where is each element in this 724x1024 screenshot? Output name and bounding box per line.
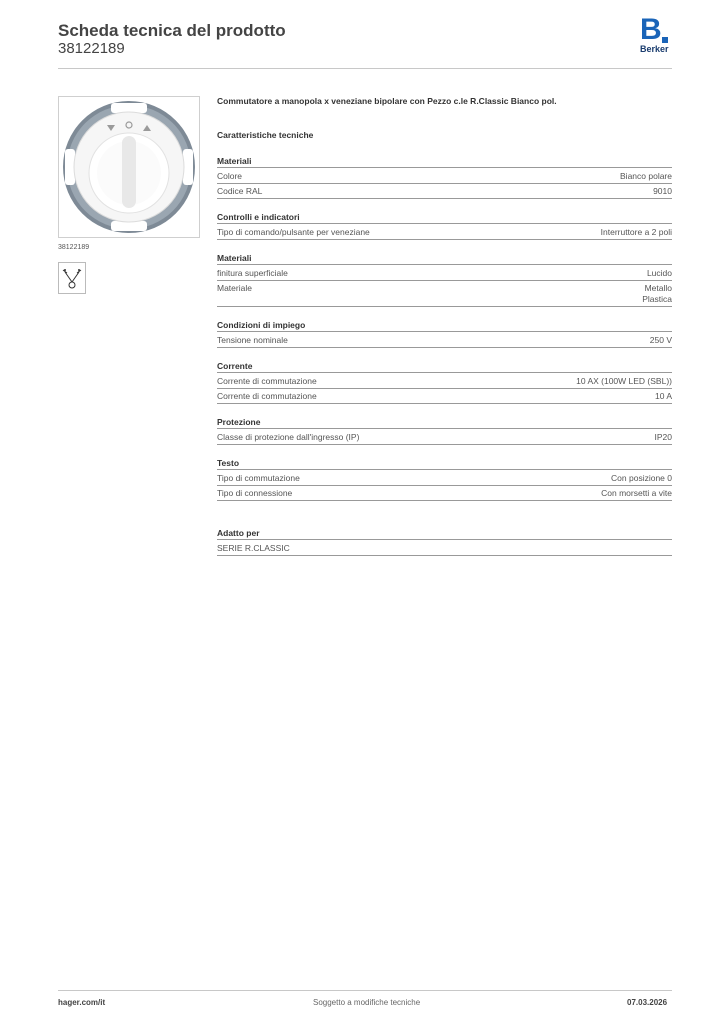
- spec-section: [217, 155, 672, 211]
- spec-label: Tensione nominale: [217, 335, 288, 345]
- section-title: Controlli e indicatori: [217, 211, 672, 224]
- spec-row: [217, 541, 672, 556]
- spec-value-line: Metallo: [644, 283, 672, 293]
- spec-value-line: 10 AX (100W LED (SBL)): [576, 376, 672, 386]
- spec-row: [217, 184, 672, 199]
- footer-note: Soggetto a modifiche tecniche: [313, 998, 421, 1007]
- spec-row: [217, 333, 672, 348]
- section-title: Testo: [217, 457, 672, 470]
- spec-label: Tipo di commutazione: [217, 473, 300, 483]
- spec-value-line: 250 V: [649, 335, 672, 345]
- spec-label: Materiale: [217, 283, 252, 293]
- spec-value-line: Lucido: [646, 268, 672, 278]
- spec-label: Corrente di commutazione: [217, 391, 317, 401]
- spec-row: [217, 374, 672, 389]
- spec-value: [601, 488, 672, 499]
- spec-value: [576, 376, 672, 387]
- spec-label: Codice RAL: [217, 186, 263, 196]
- spec-row: [217, 430, 672, 445]
- spec-label: SERIE R.CLASSIC: [217, 543, 290, 553]
- section-title: Materiali: [217, 155, 672, 168]
- section-title: Condizioni di impiego: [217, 319, 672, 332]
- footer-website[interactable]: hager.com/it: [58, 998, 106, 1007]
- spec-value: [611, 473, 672, 484]
- spec-section: [217, 211, 672, 252]
- section-title: Adatto per: [217, 527, 672, 540]
- spec-label: finitura superficiale: [217, 268, 288, 278]
- spec-value: [653, 186, 672, 197]
- tech-specs-heading: Caratteristiche tecniche: [217, 130, 314, 140]
- spec-section: [217, 360, 672, 416]
- spec-value-line: Con morsetti a vite: [601, 488, 672, 498]
- section-title: Protezione: [217, 416, 672, 429]
- spec-sections: [217, 155, 672, 513]
- spec-section: [217, 457, 672, 513]
- spec-row: [217, 169, 672, 184]
- spec-label: Colore: [217, 171, 243, 181]
- spec-value: [650, 335, 672, 346]
- spec-label: Corrente di commutazione: [217, 376, 317, 386]
- spec-row: [217, 281, 672, 307]
- product-title: Commutatore a manopola x veneziane bipolare con Pezzo c.le R.Classic Bianco pol.: [217, 96, 557, 106]
- header-divider: [58, 68, 672, 69]
- spec-value-line: Interruttore a 2 poli: [600, 227, 672, 237]
- footer-divider: [58, 990, 672, 991]
- spec-label: Tipo di connessione: [217, 488, 293, 498]
- spec-value-line: Con posizione 0: [611, 473, 672, 483]
- spec-section: [217, 416, 672, 457]
- spec-content: [217, 96, 672, 568]
- spec-value-line: Bianco polare: [620, 171, 672, 181]
- logo-wordmark: Berker: [640, 44, 669, 54]
- spec-label: Classe di protezione dall'ingresso (IP): [217, 432, 360, 442]
- spec-value: [620, 171, 672, 182]
- spec-value-line: Plastica: [642, 294, 672, 304]
- spec-row: [217, 486, 672, 501]
- spec-section: [217, 527, 672, 568]
- spec-row: [217, 471, 672, 486]
- spec-value: [601, 227, 672, 238]
- spec-value: [655, 432, 673, 443]
- spec-value-line: IP20: [654, 432, 672, 442]
- suitable-section: [217, 527, 672, 568]
- logo-letter: B: [640, 13, 661, 46]
- spec-value-line: 10 A: [654, 391, 672, 401]
- product-number: 38122189: [58, 40, 125, 57]
- footer-date: 07.03.2026: [627, 998, 668, 1007]
- section-title: Corrente: [217, 360, 672, 373]
- product-photo: [58, 96, 200, 238]
- spec-value: [642, 283, 672, 305]
- spec-row: [217, 266, 672, 281]
- spec-label: Tipo di comando/pulsante per veneziane: [217, 227, 370, 237]
- spec-value: [655, 391, 672, 402]
- logo-dot: [662, 37, 668, 43]
- section-title: Materiali: [217, 252, 672, 265]
- switch-symbol-icon: [58, 262, 86, 294]
- spec-section: [217, 319, 672, 360]
- spec-row: [217, 389, 672, 404]
- spec-value: [647, 268, 672, 279]
- spec-value-line: 9010: [653, 186, 672, 196]
- spec-section: [217, 252, 672, 319]
- page-title: Scheda tecnica del prodotto: [58, 21, 286, 40]
- photo-caption: 38122189: [58, 244, 90, 251]
- spec-row: [217, 225, 672, 240]
